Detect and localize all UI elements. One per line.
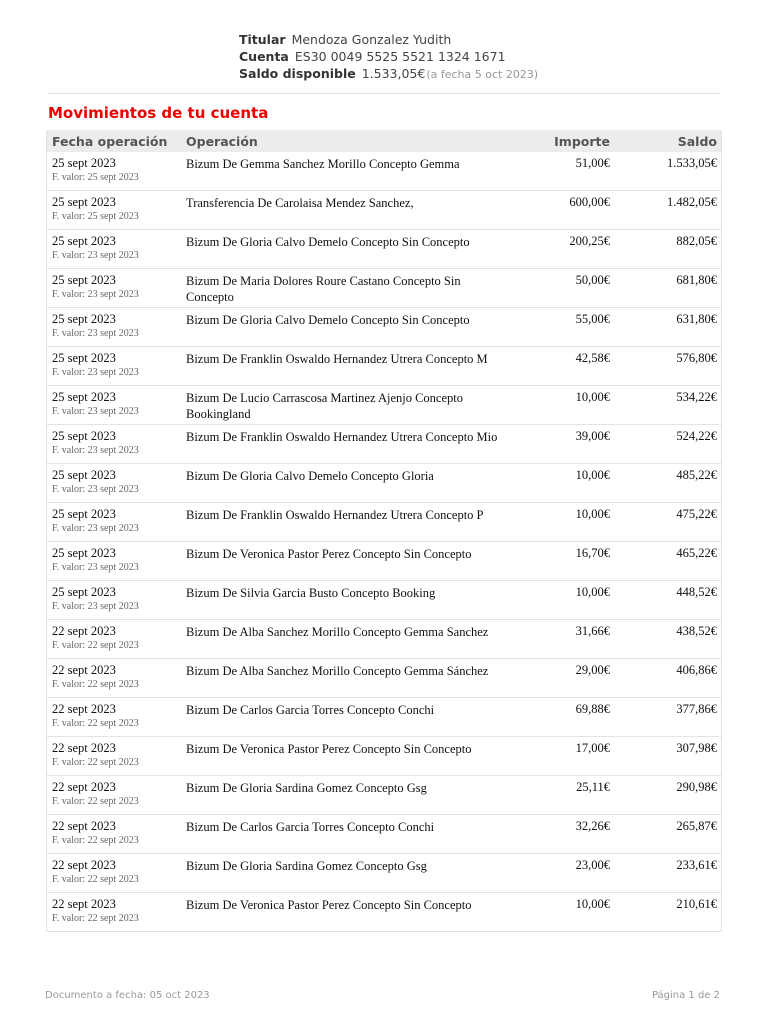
value-date: F. valor: 23 sept 2023 — [52, 250, 139, 261]
table-row — [47, 698, 721, 737]
operation-date: 22 sept 2023 — [52, 741, 116, 755]
table-row — [47, 269, 721, 308]
table-row — [47, 347, 721, 386]
operation-description: Bizum De Veronica Pastor Perez Concepto Sin Concepto — [186, 547, 472, 561]
balance: 631,80€ — [676, 312, 717, 326]
balance: 681,80€ — [676, 273, 717, 287]
operation-date: 25 sept 2023 — [52, 234, 116, 248]
table-row — [47, 581, 721, 620]
col-fecha: Fecha operación — [52, 134, 168, 149]
value-date: F. valor: 22 sept 2023 — [52, 796, 139, 807]
amount: 10,00€ — [575, 585, 610, 599]
value-date: F. valor: 22 sept 2023 — [52, 640, 139, 651]
value-date: F. valor: 22 sept 2023 — [52, 913, 139, 924]
value-date: F. valor: 23 sept 2023 — [52, 484, 139, 495]
operation-description: Bizum De Silvia Garcia Busto Concepto Booking — [186, 586, 436, 600]
value-date: F. valor: 25 sept 2023 — [52, 172, 139, 183]
value-date: F. valor: 23 sept 2023 — [52, 406, 139, 417]
amount: 10,00€ — [575, 390, 610, 404]
col-operacion: Operación — [186, 134, 258, 149]
balance: 233,61€ — [676, 858, 717, 872]
page-number: Página 1 de 2 — [651, 990, 720, 1001]
operation-date: 25 sept 2023 — [52, 429, 116, 443]
value-date: F. valor: 22 sept 2023 — [52, 835, 139, 846]
col-saldo: Saldo — [677, 134, 717, 149]
operation-description: Bizum De Veronica Pastor Perez Concepto Sin Concepto — [186, 742, 472, 756]
operation-description: Bizum De Gloria Sardina Gomez Concepto Gsg — [186, 859, 427, 873]
table-row — [47, 503, 721, 542]
cuenta-value: ES30 0049 5525 5521 1324 1671 — [294, 49, 506, 64]
table-row — [47, 854, 721, 893]
amount: 10,00€ — [575, 897, 610, 911]
amount: 25,11€ — [576, 780, 610, 794]
amount: 23,00€ — [575, 858, 610, 872]
amount: 39,00€ — [575, 429, 610, 443]
table-body — [47, 152, 721, 931]
saldo-line — [239, 65, 538, 83]
operation-description: Bizum De Gloria Calvo Demelo Concepto Sin Concepto — [186, 235, 470, 249]
balance: 485,22€ — [676, 468, 717, 482]
table-row — [47, 737, 721, 776]
balance: 307,98€ — [676, 741, 717, 755]
value-date: F. valor: 23 sept 2023 — [52, 328, 139, 339]
amount: 55,00€ — [575, 312, 610, 326]
operation-date: 25 sept 2023 — [52, 195, 116, 209]
saldo-value: 1.533,05€ — [361, 66, 426, 81]
operation-date: 25 sept 2023 — [52, 585, 116, 599]
balance: 406,86€ — [676, 663, 717, 677]
operation-date: 22 sept 2023 — [52, 780, 116, 794]
table-row — [47, 308, 721, 347]
operation-description: Bizum De Veronica Pastor Perez Concepto Sin Concepto — [186, 898, 472, 912]
table-row — [47, 542, 721, 581]
amount: 42,58€ — [575, 351, 610, 365]
balance: 465,22€ — [676, 546, 717, 560]
balance: 524,22€ — [676, 429, 717, 443]
amount: 10,00€ — [575, 468, 610, 482]
titular-value: Mendoza Gonzalez Yudith — [291, 32, 452, 47]
balance: 265,87€ — [676, 819, 717, 833]
titular-label: Titular — [239, 32, 286, 47]
value-date: F. valor: 23 sept 2023 — [52, 289, 139, 300]
amount: 51,00€ — [575, 156, 610, 170]
col-importe: Importe — [554, 134, 610, 149]
balance: 290,98€ — [676, 780, 717, 794]
operation-date: 25 sept 2023 — [52, 273, 116, 287]
operation-date: 22 sept 2023 — [52, 897, 116, 911]
table-row — [47, 386, 721, 425]
table-row — [47, 230, 721, 269]
operation-date: 25 sept 2023 — [52, 390, 116, 404]
operation-description: Bizum De Carlos Garcia Torres Concepto Conchi — [186, 703, 435, 717]
header-divider — [47, 93, 721, 94]
operation-description: Bizum De Alba Sanchez Morillo Concepto Gemma Sanchez — [186, 625, 489, 639]
operation-description: Bizum De Gemma Sanchez Morillo Concepto Gemma — [186, 157, 460, 171]
amount: 50,00€ — [575, 273, 610, 287]
balance: 1.533,05€ — [667, 156, 717, 170]
operation-description: Bizum De Carlos Garcia Torres Concepto Conchi — [186, 820, 435, 834]
balance: 882,05€ — [676, 234, 717, 248]
amount: 200,25€ — [569, 234, 610, 248]
amount: 31,66€ — [575, 624, 610, 638]
balance: 210,61€ — [676, 897, 717, 911]
operation-date: 22 sept 2023 — [52, 819, 116, 833]
operation-date: 22 sept 2023 — [52, 702, 116, 716]
value-date: F. valor: 23 sept 2023 — [52, 562, 139, 573]
operation-description: Bizum De Franklin Oswaldo Hernandez Utrera Concepto P — [186, 508, 484, 522]
operation-date: 25 sept 2023 — [52, 468, 116, 482]
table-row — [47, 815, 721, 854]
operation-date: 22 sept 2023 — [52, 663, 116, 677]
amount: 600,00€ — [569, 195, 610, 209]
operation-date: 25 sept 2023 — [52, 312, 116, 326]
operation-description: Bizum De Lucio Carrascosa Martinez Ajenjo Concepto Bookingland — [186, 391, 464, 421]
operation-description: Bizum De Maria Dolores Roure Castano Concepto Sin Concepto — [186, 274, 461, 304]
table-row — [47, 893, 721, 931]
amount: 16,70€ — [575, 546, 610, 560]
balance: 534,22€ — [676, 390, 717, 404]
balance: 377,86€ — [676, 702, 717, 716]
section-title: Movimientos de tu cuenta — [48, 104, 269, 122]
operation-description: Bizum De Gloria Calvo Demelo Concepto Gloria — [186, 469, 434, 483]
table-row — [47, 464, 721, 503]
table-row — [47, 620, 721, 659]
balance: 438,52€ — [676, 624, 717, 638]
operation-date: 25 sept 2023 — [52, 156, 116, 170]
saldo-note: (a fecha 5 oct 2023) — [426, 68, 539, 81]
amount: 10,00€ — [575, 507, 610, 521]
operation-description: Transferencia De Carolaisa Mendez Sanchez, — [186, 196, 414, 210]
balance: 576,80€ — [676, 351, 717, 365]
value-date: F. valor: 23 sept 2023 — [52, 367, 139, 378]
table-header — [47, 130, 721, 152]
amount: 32,26€ — [575, 819, 610, 833]
operation-date: 22 sept 2023 — [52, 624, 116, 638]
value-date: F. valor: 23 sept 2023 — [52, 445, 139, 456]
operation-description: Bizum De Alba Sanchez Morillo Concepto Gemma Sánchez — [186, 664, 489, 678]
table-row — [47, 659, 721, 698]
amount: 29,00€ — [575, 663, 610, 677]
value-date: F. valor: 22 sept 2023 — [52, 874, 139, 885]
account-summary — [239, 31, 538, 83]
document-date: Documento a fecha: 05 oct 2023 — [45, 990, 210, 1001]
operation-date: 25 sept 2023 — [52, 546, 116, 560]
operation-description: Bizum De Franklin Oswaldo Hernandez Utrera Concepto M — [186, 352, 488, 366]
value-date: F. valor: 22 sept 2023 — [52, 757, 139, 768]
cuenta-label: Cuenta — [239, 49, 289, 64]
operation-date: 22 sept 2023 — [52, 858, 116, 872]
table-row — [47, 152, 721, 191]
table-row — [47, 425, 721, 464]
cuenta-line — [239, 48, 538, 65]
value-date: F. valor: 22 sept 2023 — [52, 679, 139, 690]
value-date: F. valor: 22 sept 2023 — [52, 718, 139, 729]
saldo-label: Saldo disponible — [239, 66, 356, 81]
table-row — [47, 776, 721, 815]
movements-table — [46, 130, 722, 932]
titular-line — [239, 31, 538, 48]
balance: 448,52€ — [676, 585, 717, 599]
value-date: F. valor: 23 sept 2023 — [52, 523, 139, 534]
operation-description: Bizum De Gloria Sardina Gomez Concepto Gsg — [186, 781, 427, 795]
operation-date: 25 sept 2023 — [52, 351, 116, 365]
operation-date: 25 sept 2023 — [52, 507, 116, 521]
operation-description: Bizum De Franklin Oswaldo Hernandez Utrera Concepto Mio — [186, 430, 498, 444]
operation-description: Bizum De Gloria Calvo Demelo Concepto Sin Concepto — [186, 313, 470, 327]
amount: 17,00€ — [575, 741, 610, 755]
value-date: F. valor: 23 sept 2023 — [52, 601, 139, 612]
table-row — [47, 191, 721, 230]
amount: 69,88€ — [575, 702, 610, 716]
value-date: F. valor: 25 sept 2023 — [52, 211, 139, 222]
balance: 475,22€ — [676, 507, 717, 521]
balance: 1.482,05€ — [667, 195, 717, 209]
